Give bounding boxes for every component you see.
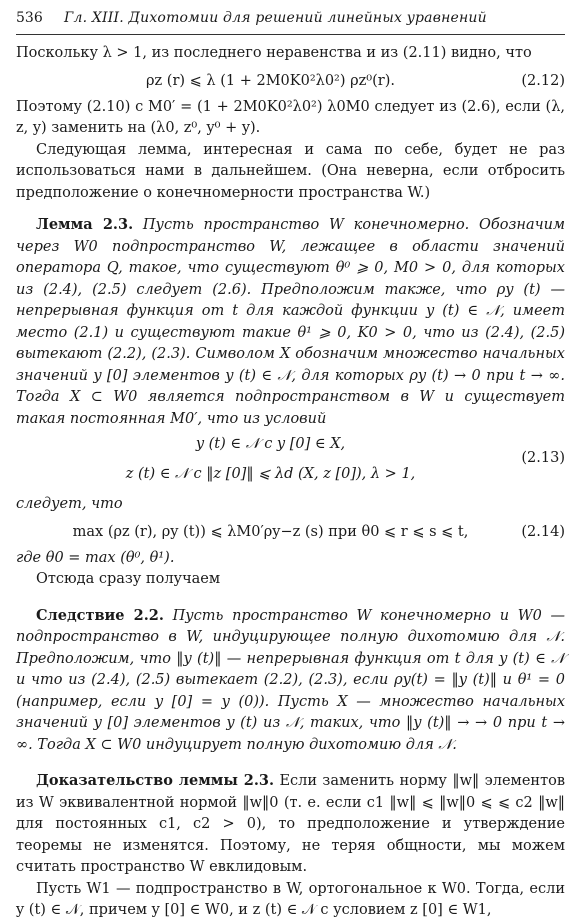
equation-2-13 (16, 430, 565, 494)
paragraph-therefore: Поэтому (2.10) с M0′ = (1 + 2M0K0²λ0²) λ0M0 следует из (2.6), если (λ, z, y) заменить на (λ0, z⁰, y⁰ + y). (16, 98, 565, 136)
equation-number: (2.14) (521, 523, 565, 540)
paragraph-intro: Поскольку λ > 1, из последнего неравенства и из (2.11) видно, что (16, 45, 532, 61)
equation-2-14 (16, 516, 565, 548)
proof-label: Доказательство леммы 2.3. (36, 772, 275, 789)
equation-number: (2.13) (521, 450, 565, 466)
equation-line-1: y (t) ∈ 𝒩 с y [0] ∈ X, (195, 436, 346, 452)
paragraph-last: Пусть W1 — подпространство в W, ортогональное к W0. Тогда, если y (t) ∈ 𝒩, причем y [0] ∈ W0, и z (t) ∈ 𝒩 с условием z [0] ∈ W1, (16, 880, 565, 918)
corollary-2-2 (16, 605, 565, 757)
equation-2-12 (16, 65, 565, 97)
equation-body: ρz (r) ⩽ λ (1 + 2M0K0²λ0²) ρz⁰(r). (146, 72, 395, 89)
running-title: Гл. XIII. Дихотомии для решений линейных уравнений (64, 10, 487, 26)
corollary-text: Пусть пространство W конечномерно и W0 — подпространство в W, индуцирующее полную дихотомию для 𝒩. Предположим, что ‖y (t)‖ — непрерывная функция от t для y (t) ∈ 𝒩 и что из (2.4), (2.5) вытекает (2.2), (2.3), если ρy(t) = ‖y (t)‖ и θ¹ = 0 (например, если y [0] = y (0)). Пусть X — множество начальных значений y [0] элементов y (t) из 𝒩, таких, что ‖y (t)‖ → → 0 при t → ∞. Тогда X ⊂ W0 индуцирует полную дихотомию для 𝒩. (16, 607, 565, 753)
book-page (16, 10, 565, 922)
corollary-label: Следствие 2.2. (36, 606, 164, 624)
lemma-text: Пусть пространство W конечномерно. Обозначим через W0 подпространство W, лежащее в области значений оператора Q, такое, что существуют θ⁰ ⩾ 0, M0 > 0, для которых из (2.4), (2.5) следует (2.6). Предположим также, что ρy (t) — непрерывная функция от t для каждой функции y (t) ∈ 𝒩, имеет место (2.1) и существуют такие θ¹ ⩾ 0, K0 > 0, что из (2.4), (2.5) вытекают (2.2), (2.3). Символом X обозначим множество начальных значений y [0] элементов y (t) ∈ 𝒩, для которых ρy (t) → 0 при t → ∞. Тогда X ⊂ W0 является подпространством в W и существует такая постоянная M0′, что из условий (16, 217, 565, 427)
page-number: 536 (16, 10, 43, 26)
hence-text: Отсюда сразу получаем (36, 571, 221, 587)
where-text: где θ0 = max (θ⁰, θ¹). (16, 549, 175, 566)
lemma-label: Лемма 2.3. (36, 216, 134, 233)
proof-text: Если заменить норму ‖w‖ элементов из W эквивалентной нормой ‖w‖0 (т. е. если c1 ‖w‖ ⩽ ‖w‖0 ⩽ ⩽ c2 ‖w‖ для постоянных c1, c2 > 0), то предположение и утверждение теоремы не изменятся. Поэтому, не теряя общности, мы можем считать пространство W евклидовым. (16, 773, 565, 875)
running-header (16, 10, 565, 35)
equation-number: (2.12) (521, 72, 565, 89)
follows-text: следует, что (16, 496, 123, 512)
paragraph-next-lemma: Следующая лемма, интересная и сама по себе, будет не раз использоваться нами в дальнейшем. (Она неверна, если отбросить предположение о конечномерности пространства W.) (16, 141, 565, 201)
lemma-2-3 (16, 214, 565, 430)
equation-line-2: z (t) ∈ 𝒩 с ‖z [0]‖ ⩽ λd (X, z [0]), λ > 1, (125, 466, 416, 482)
proof-lemma-2-3 (16, 770, 565, 879)
equation-body: max (ρz (r), ρy (t)) ⩽ λM0′ρy−z (s) при θ0 ⩽ r ⩽ s ⩽ t, (72, 523, 469, 540)
